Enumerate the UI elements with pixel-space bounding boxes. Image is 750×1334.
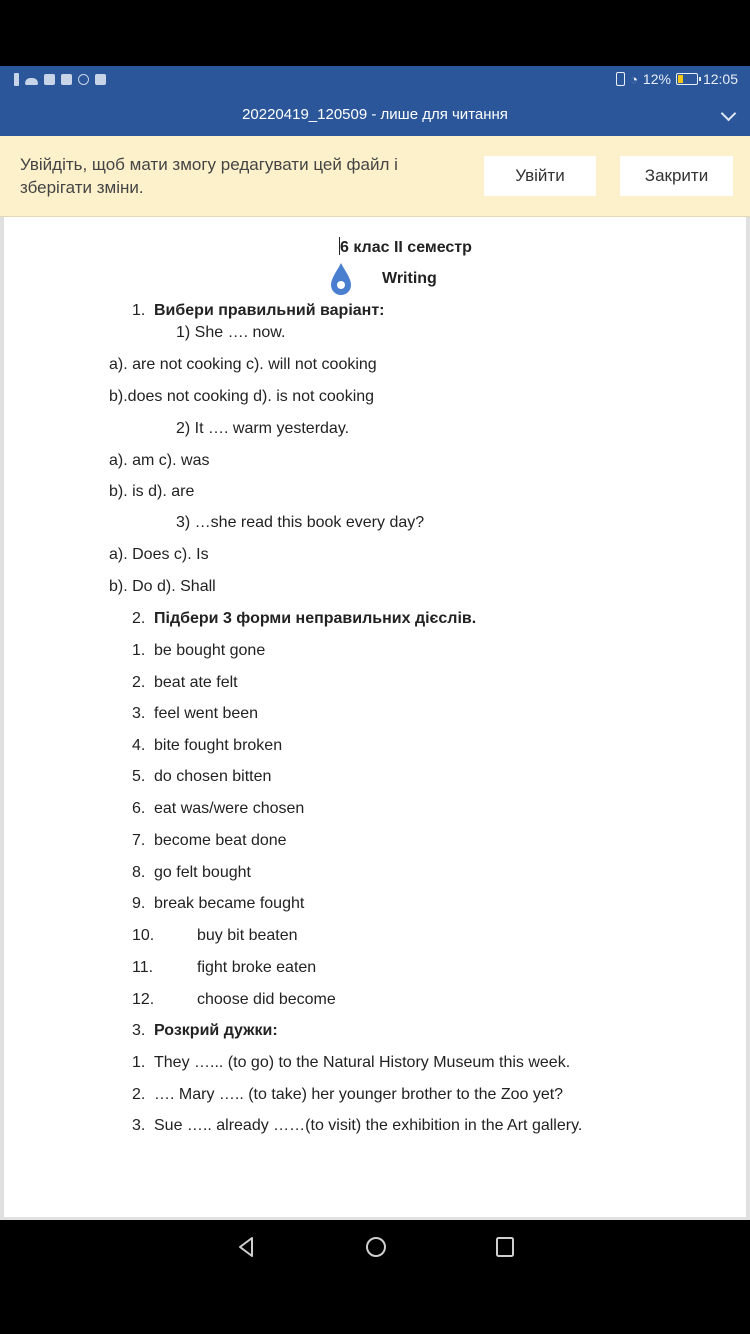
verb-item-number: 5. [132, 768, 146, 785]
verb-item-number: 2. [132, 674, 146, 691]
verb-item-number: 6. [132, 800, 146, 817]
battery-percent: 12% [642, 71, 671, 87]
whatsapp-icon [78, 74, 89, 85]
verb-item-text: bite fought broken [154, 737, 283, 754]
verb-item-text: eat was/were chosen [154, 800, 305, 817]
question-1-options-ac: a). are not cooking c). will not cooking [109, 356, 377, 373]
question-2-options-ac: a). am c). was [109, 452, 210, 469]
selection-handle-icon[interactable] [330, 261, 352, 297]
bracket-item-text: They …... (to go) to the Natural History Museum this week. [154, 1054, 571, 1071]
top-black-bar [0, 0, 750, 66]
verb-item-number: 1. [132, 642, 146, 659]
verb-item-text: fight broke eaten [197, 959, 317, 976]
close-button[interactable]: Закрити [620, 156, 733, 196]
verb-item-text: feel went been [154, 705, 259, 722]
document-area[interactable] [0, 217, 750, 1220]
verb-item-text: buy bit beaten [197, 927, 298, 944]
question-3-options-bd: b). Do d). Shall [109, 578, 216, 595]
verb-item-text: do chosen bitten [154, 768, 272, 785]
banner-message-line1: Увійдіть, щоб мати змогу редагувати цей файл і [20, 155, 398, 174]
question-1-options-bd: b).does not cooking d). is not cooking [109, 388, 375, 405]
section2-title: Підбери 3 форми неправильних дієслів. [154, 610, 477, 627]
verb-item-text: become beat done [154, 832, 287, 849]
back-icon [235, 1235, 257, 1259]
battery-alert-icon [14, 73, 19, 86]
verb-item-text: be bought gone [154, 642, 266, 659]
wifi-icon: ◔ [630, 71, 638, 87]
verb-item-text: go felt bought [154, 864, 251, 881]
system-icons [616, 71, 738, 87]
readonly-banner [0, 136, 750, 217]
doc-heading: 6 клас II семестр [340, 239, 472, 256]
cloud-icon [25, 78, 38, 85]
vibrate-icon [616, 72, 625, 86]
verb-item-number: 8. [132, 864, 146, 881]
youtube-icon [44, 74, 55, 85]
question-3-options-ac: a). Does c). Is [109, 546, 209, 563]
section1-title: Вибери правильний варіант: [154, 302, 385, 319]
question-3-prompt: 3) …she read this book every day? [176, 514, 425, 531]
clock: 12:05 [702, 71, 738, 87]
news-icon [61, 74, 72, 85]
bracket-item-number: 1. [132, 1054, 146, 1071]
notification-icons [14, 73, 106, 86]
verb-item-number: 12. [132, 991, 155, 1008]
document-page[interactable] [4, 217, 746, 1217]
verb-item-text: choose did become [197, 991, 336, 1008]
section3-title: Розкрий дужки: [154, 1022, 278, 1039]
battery-level [678, 75, 683, 83]
verb-item-text: break became fought [154, 895, 305, 912]
question-2-prompt: 2) It …. warm yesterday. [176, 420, 350, 437]
document-title: 20220419_120509 - лише для читання [242, 106, 508, 123]
navigation-bar [0, 1220, 750, 1334]
bracket-item-text: Sue ….. already ……(to visit) the exhibition in the Art gallery. [154, 1117, 583, 1134]
section3-number: 3. [132, 1022, 146, 1039]
verb-item-number: 3. [132, 705, 146, 722]
section2-number: 2. [132, 610, 146, 627]
status-bar [0, 66, 750, 96]
question-2-options-bd: b). is d). are [109, 483, 195, 500]
verb-item-number: 7. [132, 832, 146, 849]
home-icon [364, 1235, 388, 1259]
bracket-item-number: 2. [132, 1086, 146, 1103]
login-button[interactable]: Увійти [484, 156, 596, 196]
title-bar [0, 96, 750, 136]
home-button[interactable] [361, 1232, 391, 1262]
verb-item-number: 11. [132, 959, 154, 976]
verb-item-number: 10. [132, 927, 155, 944]
recents-button[interactable] [490, 1232, 520, 1262]
question-1-prompt: 1) She …. now. [176, 324, 286, 341]
bracket-item-number: 3. [132, 1117, 146, 1134]
battery-icon [676, 73, 698, 85]
verb-item-number: 9. [132, 895, 146, 912]
recents-icon [494, 1235, 516, 1259]
section1-number: 1. [132, 302, 146, 319]
banner-message-line2: зберігати зміни. [20, 178, 144, 197]
banner-message [20, 153, 440, 199]
doc-subheading: Writing [382, 270, 437, 287]
verb-item-number: 4. [132, 737, 146, 754]
back-button[interactable] [231, 1232, 261, 1262]
bracket-item-text: …. Mary ….. (to take) her younger brother to the Zoo yet? [154, 1086, 564, 1103]
add-icon [95, 74, 106, 85]
verb-item-text: beat ate felt [154, 674, 238, 691]
